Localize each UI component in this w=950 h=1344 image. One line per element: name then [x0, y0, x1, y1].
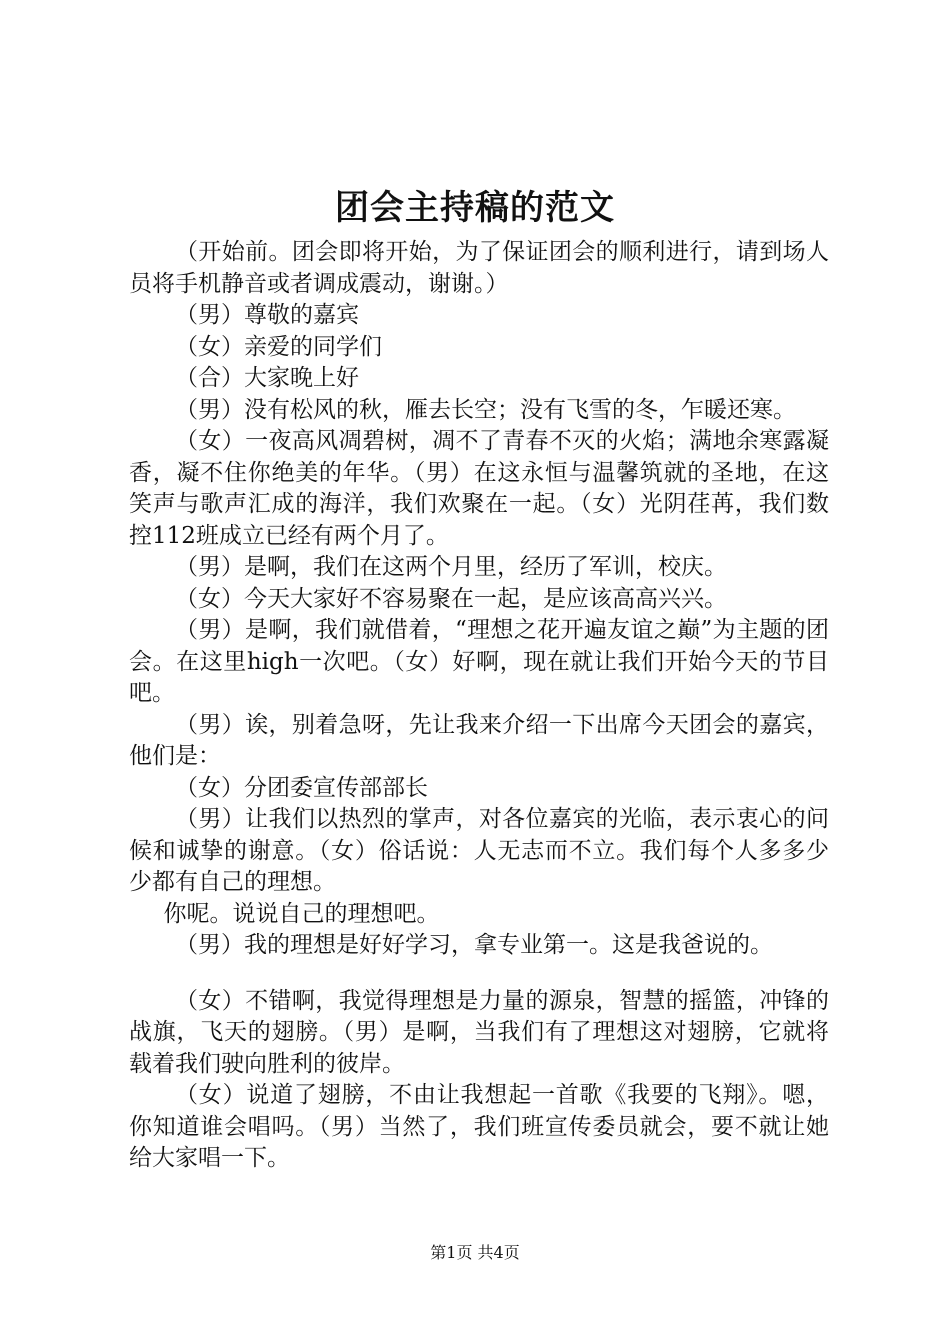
paragraph: （男）没有松风的秋，雁去长空；没有飞雪的冬，乍暖还寒。	[175, 396, 796, 423]
paragraph: （开始前。团会即将开始，为了保证团会的顺利进行，请到场人员将手机静音或者调成震动，谢谢。）	[129, 239, 829, 297]
document-title: 团会主持稿的范文	[335, 188, 615, 228]
paragraph-gap	[129, 962, 829, 986]
paragraph: 你呢。说说自己的理想吧。	[163, 900, 440, 927]
paragraph: （女）今天大家好不容易聚在一起，是应该高高兴兴。	[175, 585, 727, 612]
paragraph: （男）让我们以热烈的掌声，对各位嘉宾的光临，表示衷心的问候和诚挚的谢意。（女）俗话说：人无志而不立。我们每个人多多少少都有自己的理想。	[129, 806, 829, 895]
document-body	[129, 237, 829, 1175]
paragraph: （女）分团委宣传部部长	[175, 774, 428, 801]
paragraph: （男）我的理想是好好学习，拿专业第一。这是我爸说的。	[175, 932, 773, 958]
paragraph: （女）亲爱的同学们	[175, 333, 382, 360]
paragraph: （男）诶，别着急呀，先让我来介绍一下出席今天团会的嘉宾，他们是：	[129, 711, 829, 769]
paragraph: （女）一夜高风凋碧树，凋不了青春不灭的火焰；满地余寒露凝香，凝不住你绝美的年华。（男）在这永恒与温馨筑就的圣地，在这笑声与歌声汇成的海洋，我们欢聚在一起。（女）光阴荏苒，我们数控112班成立已经有两个月了。	[129, 428, 829, 549]
paragraph: （女）不错啊，我觉得理想是力量的源泉，智慧的摇篮，冲锋的战旗，飞天的翅膀。（男）是啊，当我们有了理想这对翅膀，它就将载着我们驶向胜利的彼岸。	[129, 987, 829, 1077]
paragraph: （男）是啊，我们在这两个月里，经历了军训，校庆。	[175, 554, 727, 580]
paragraph: （女）说道了翅膀，不由让我想起一首歌《我要的飞翔》。嗯，你知道谁会唱吗。（男）当然了，我们班宣传委员就会，要不就让她给大家唱一下。	[129, 1082, 829, 1171]
page-number: 第1页 共4页	[430, 1243, 520, 1262]
paragraph: （合）大家晚上好	[175, 365, 359, 391]
paragraph: （男）尊敬的嘉宾	[175, 302, 359, 328]
paragraph: （男）是啊，我们就借着，“理想之花开遍友谊之巅”为主题的团会。在这里high一次吧。（女）好啊，现在就让我们开始今天的节目吧。	[129, 617, 829, 706]
